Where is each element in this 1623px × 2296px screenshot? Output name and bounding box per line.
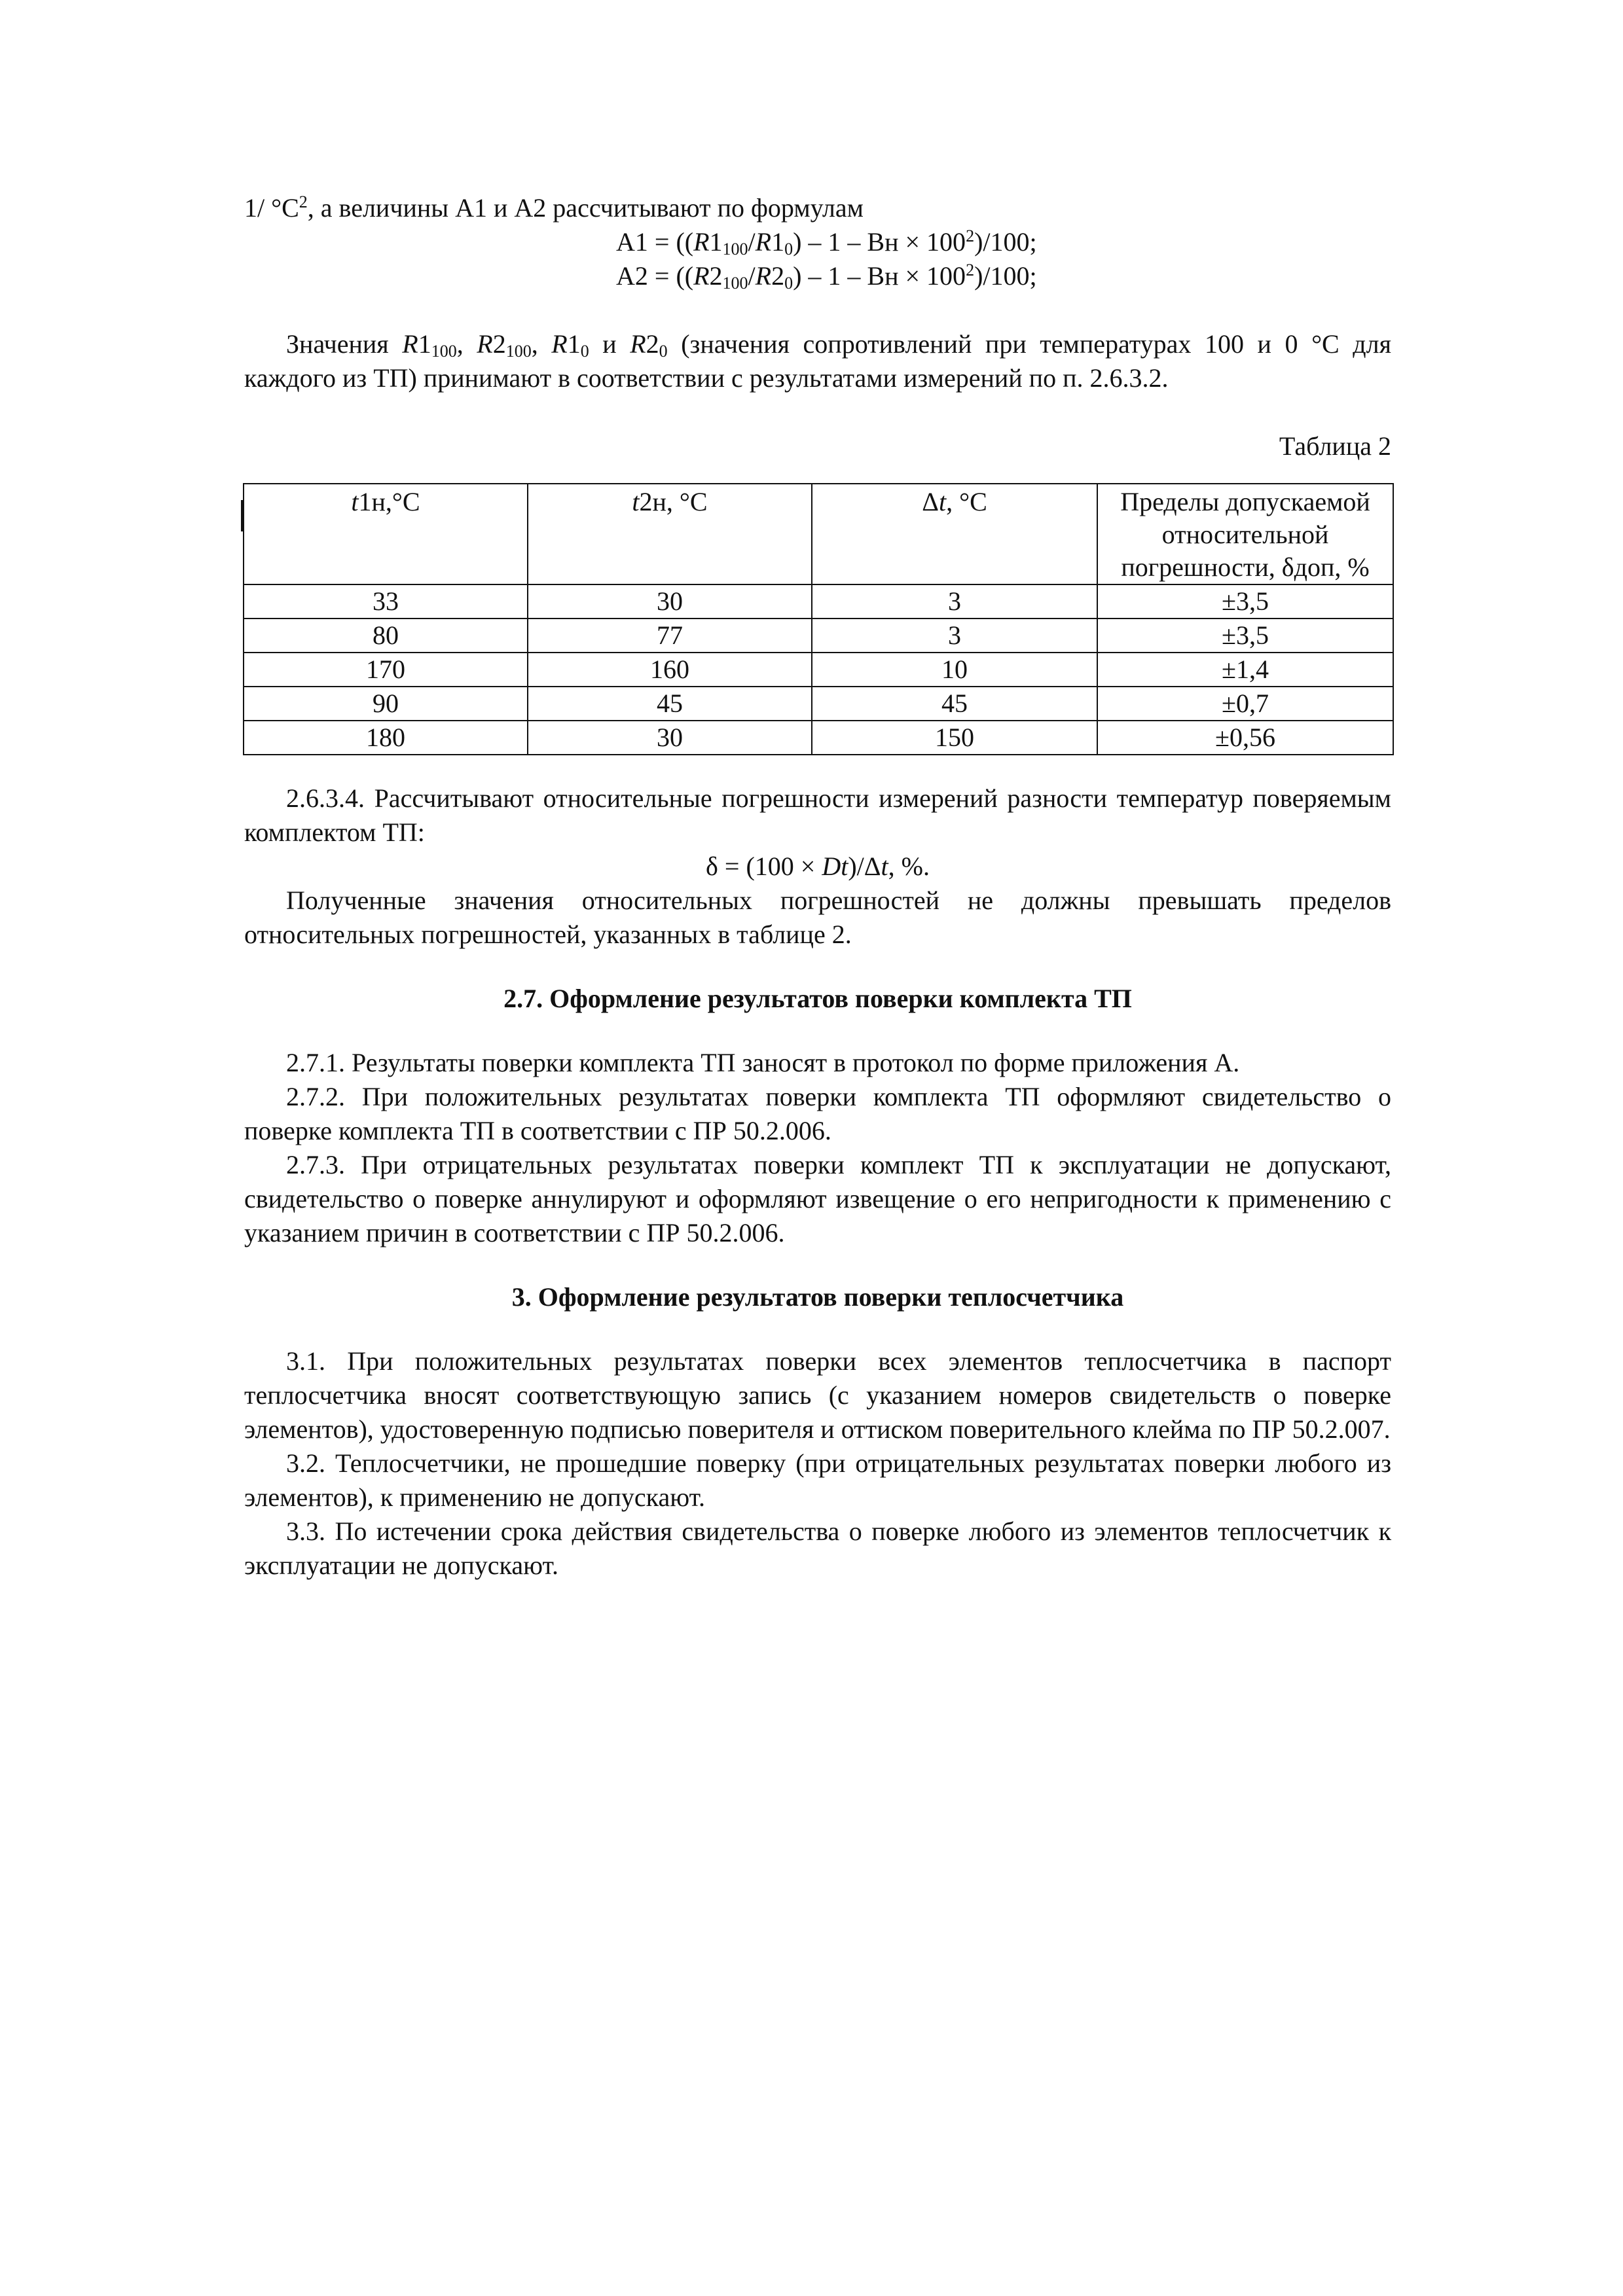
table-cell: 3: [812, 584, 1097, 619]
table-cell: 150: [812, 721, 1097, 755]
paragraph-3-1: 3.1. При положительных результатах поверки всех элементов теплосчетчика в паспорт теплосчетчика вносят соответствующую запись (с указанием номеров свидетельств о поверке элементов), удостоверенную подписью поверителя и оттиском поверительного клейма по ПР 50.2.007.: [244, 1346, 1391, 1444]
paragraph-2-7-1: 2.7.1. Результаты поверки комплекта ТП заносят в протокол по форме приложения А.: [286, 1048, 1240, 1077]
table-cell: 10: [812, 653, 1097, 687]
table-caption: Таблица 2: [1279, 431, 1391, 461]
values-paragraph: Значения $R1_{100}$, $R2_{100}$, $R1_0$ и $R2_0$ (значения сопротивлений при температурах 100 и 0 °С для каждого из ТП) принимают в соответствии с результатами измерений по п. 2.6.3.2.: [244, 329, 1392, 393]
table-cell: 33: [244, 584, 528, 619]
table-row: [244, 584, 1393, 619]
table-row: [244, 619, 1393, 653]
paragraph-2-7-3: 2.7.3. При отрицательных результатах поверки комплект ТП к эксплуатации не допускают, свидетельство о поверке аннулируют и оформляют извещение о его непригодности к применению с указанием причин в соответствии с ПР 50.2.006.: [244, 1150, 1391, 1247]
section-3-title: 3. Оформление результатов поверки теплосчетчика: [511, 1282, 1124, 1312]
table-cell: 180: [244, 721, 528, 755]
header-delta-t: Δt, °С: [812, 484, 1097, 584]
formula-a1: $А1 = ((R1_{100}/R1_0) - 1$ – Вн × $100^2)/100$;: [616, 226, 1037, 259]
table-row: [244, 687, 1393, 721]
table-cell: 160: [528, 653, 812, 687]
paragraph-2-6-3-4: 2.6.3.4. Рассчитывают относительные погрешности измерений разности температур поверяемым комплектом ТП:: [244, 783, 1391, 847]
table-header-row: [244, 484, 1393, 584]
table-cell: 90: [244, 687, 528, 721]
table-cell: 30: [528, 584, 812, 619]
header-error-limits: Пределы допускаемой относительной погрешности, δдоп, %: [1097, 484, 1393, 584]
table-cell: 170: [244, 653, 528, 687]
table-cell: ±3,5: [1097, 619, 1393, 653]
intro-line: 1/ $^\circ C^2$, а величины А1 и А2 рассчитывают по формулам: [244, 192, 864, 223]
table-cell: 77: [528, 619, 812, 653]
formula-delta: δ = (100 × Dt)/Δt, %.: [706, 852, 930, 881]
table-cell: 45: [528, 687, 812, 721]
table-cell: ±1,4: [1097, 653, 1393, 687]
table-cell: 3: [812, 619, 1097, 653]
paragraph-3-3: 3.3. По истечении срока действия свидетельства о поверке любого из элементов теплосчетчик к эксплуатации не допускают.: [244, 1516, 1391, 1580]
table-cell: ±3,5: [1097, 584, 1393, 619]
paragraph-2-7-2: 2.7.2. При положительных результатах поверки комплекта ТП оформляют свидетельство о поверке комплекта ТП в соответствии с ПР 50.2.006.: [244, 1082, 1391, 1145]
section-2-7-title: 2.7. Оформление результатов поверки комплекта ТП: [503, 984, 1132, 1013]
table-cell: ±0,7: [1097, 687, 1393, 721]
table-cell: 80: [244, 619, 528, 653]
formula-a2: $А2 = ((R2_{100}/R2_0) - 1$ – Вн × $100^2)/100$;: [616, 260, 1037, 293]
document-page: [244, 191, 1391, 1583]
tolerance-table: [243, 483, 1394, 755]
paragraph-3-2: 3.2. Теплосчетчики, не прошедшие поверку (при отрицательных результатах поверки любого из элементов), к применению не допускают.: [244, 1448, 1391, 1512]
table-cell: 30: [528, 721, 812, 755]
table-row: [244, 653, 1393, 687]
table-cell: 45: [812, 687, 1097, 721]
header-t2: t2н, °С: [528, 484, 812, 584]
table-row: [244, 721, 1393, 755]
paragraph-2-6-3-4-conclusion: Полученные значения относительных погрешностей не должны превышать пределов относительных погрешностей, указанных в таблице 2.: [244, 886, 1391, 949]
header-t1: t1н,°С: [244, 484, 528, 584]
table-cell: ±0,56: [1097, 721, 1393, 755]
